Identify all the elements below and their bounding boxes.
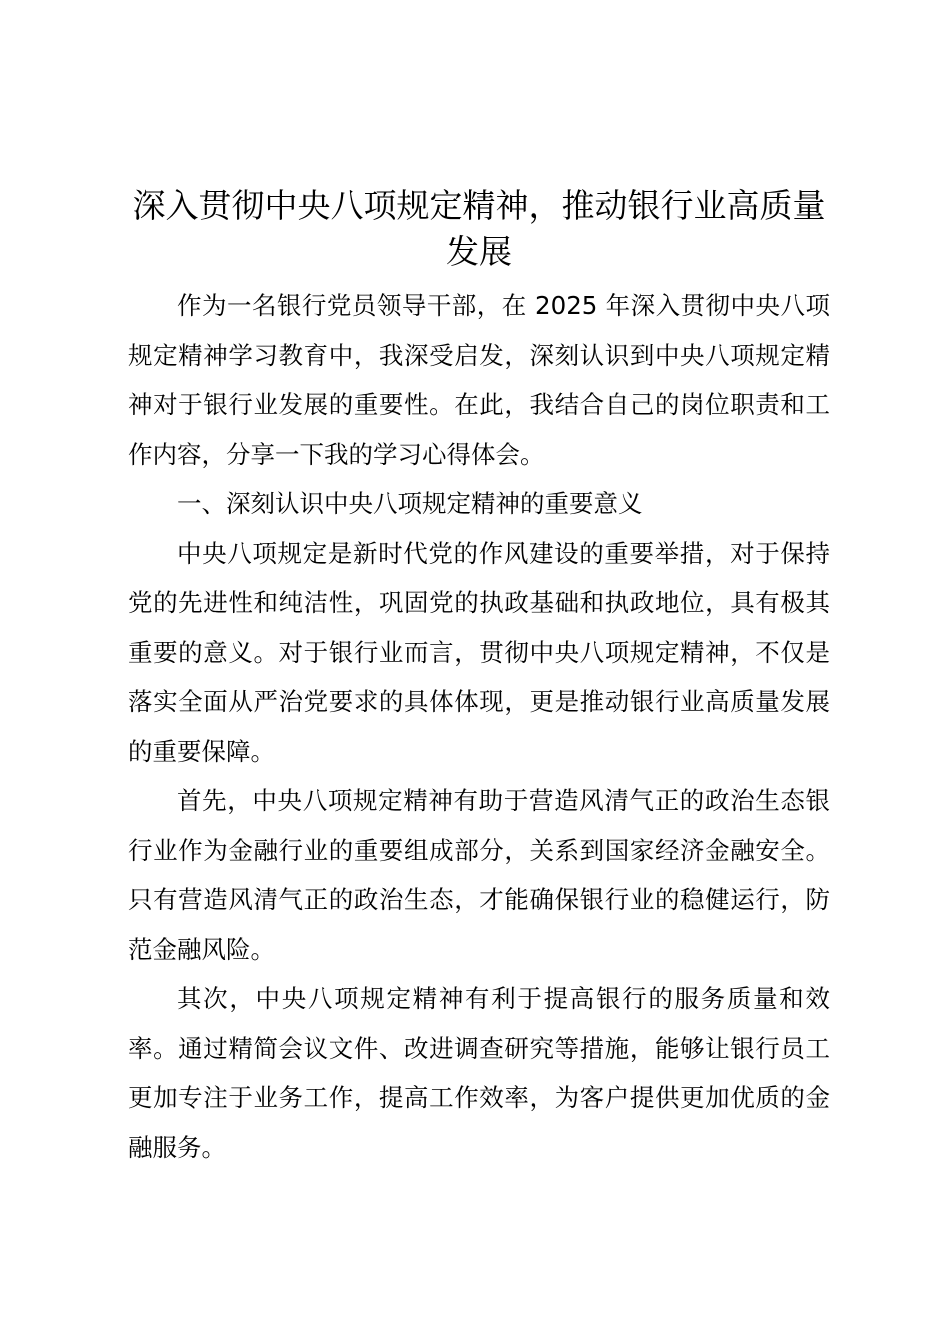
paragraph-second: 其次，中央八项规定精神有利于提高银行的服务质量和效率。通过精简会议文件、改进调查研究等措施，能够让银行员工更加专注于业务工作，提高工作效率，为客户提供更加优质的金融服务。 <box>128 984 830 1162</box>
title-block <box>128 183 830 275</box>
section-heading: 一、深刻认识中央八项规定精神的重要意义 <box>177 489 643 518</box>
document-title: 深入贯彻中央八项规定精神，推动银行业高质量发展 <box>132 186 826 271</box>
paragraph-significance: 中央八项规定是新时代党的作风建设的重要举措，对于保持党的先进性和纯洁性，巩固党的执政基础和执政地位，具有极其重要的意义。对于银行业而言，贯彻中央八项规定精神，不仅是落实全面从严治党要求的具体体现，更是推动银行业高质量发展的重要保障。 <box>128 538 830 766</box>
paragraph-intro: 作为一名银行党员领导干部，在 2025 年深入贯彻中央八项规定精神学习教育中，我深受启发，深刻认识到中央八项规定精神对于银行业发展的重要性。在此，我结合自己的岗位职责和工作内容，分享一下我的学习心得体会。 <box>128 291 830 469</box>
document-page <box>128 183 830 1172</box>
paragraph-first: 首先，中央八项规定精神有助于营造风清气正的政治生态银行业作为金融行业的重要组成部分，关系到国家经济金融安全。只有营造风清气正的政治生态，才能确保银行业的稳健运行，防范金融风险。 <box>128 786 830 964</box>
